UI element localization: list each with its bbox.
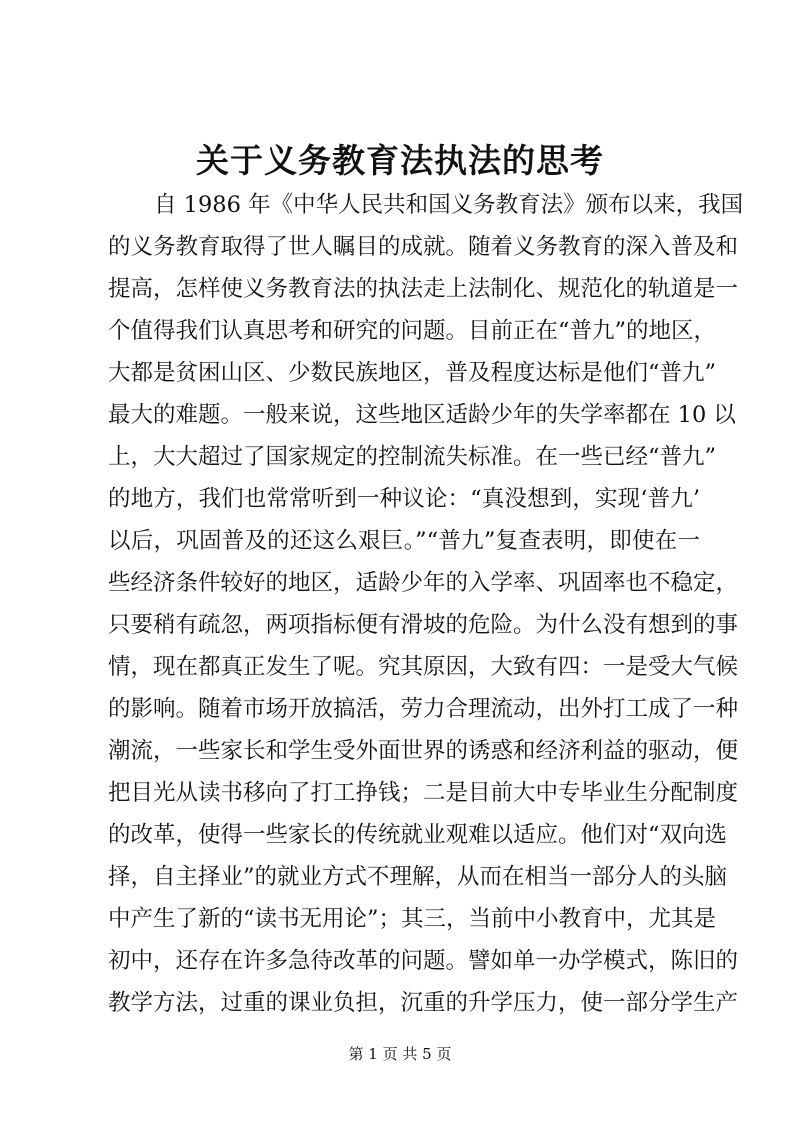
body-line: 最大的难题。一般来说，这些地区适龄少年的失学率都在 10 以 (108, 402, 736, 428)
body-line: 的义务教育取得了世人瞩目的成就。随着义务教育的深入普及和 (108, 234, 739, 260)
body-line: 择，自主择业”的就业方式不理解，从而在相当一部分人的头脑 (108, 864, 728, 890)
body-line: 些经济条件较好的地区，适龄少年的入学率、巩固率也不稳定， (108, 570, 739, 596)
body-line: 潮流，一些家长和学生受外面世界的诱惑和经济利益的驱动，便 (108, 738, 739, 764)
body-line: 的影响。随着市场开放搞活，劳力合理流动，出外打工成了一种 (108, 696, 739, 722)
body-line: 把目光从读书移向了打工挣钱；二是目前大中专毕业生分配制度 (108, 780, 739, 806)
body-line: 只要稍有疏忽，两项指标便有滑坡的危险。为什么没有想到的事 (108, 612, 739, 638)
document-body (108, 184, 744, 1024)
body-line: 个值得我们认真思考和研究的问题。目前正在“普九”的地区， (108, 318, 717, 344)
body-line: 的地方，我们也常常听到一种议论：“真没想到，实现‘普九’ (108, 486, 700, 512)
body-line: 教学方法，过重的课业负担，沉重的升学压力，使一部分学生产 (108, 990, 739, 1016)
body-line: 初中，还存在许多急待改革的问题。譬如单一办学模式，陈旧的 (108, 948, 739, 974)
body-line: 的改革，使得一些家长的传统就业观难以适应。他们对“双向选 (108, 822, 728, 848)
body-line: 大都是贫困山区、少数民族地区，普及程度达标是他们“普九” (108, 360, 717, 386)
document-title: 关于义务教育法执法的思考 (196, 141, 604, 180)
body-line: 以后，巩固普及的还这么艰巨。”“普九”复查表明，即使在一 (108, 528, 700, 554)
body-line: 提高，怎样使义务教育法的执法走上法制化、规范化的轨道是一 (108, 276, 739, 302)
body-line: 中产生了新的“读书无用论”；其三，当前中小教育中，尤其是 (108, 906, 717, 932)
page-footer: 第 1 页 共 5 页 (348, 1045, 452, 1063)
body-line: 上，大大超过了国家规定的控制流失标准。在一些已经“普九” (108, 444, 717, 470)
body-line: 自 1986 年《中华人民共和国义务教育法》颁布以来，我国 (154, 192, 744, 218)
body-line: 情，现在都真正发生了呢。究其原因，大致有四：一是受大气候 (108, 654, 739, 680)
